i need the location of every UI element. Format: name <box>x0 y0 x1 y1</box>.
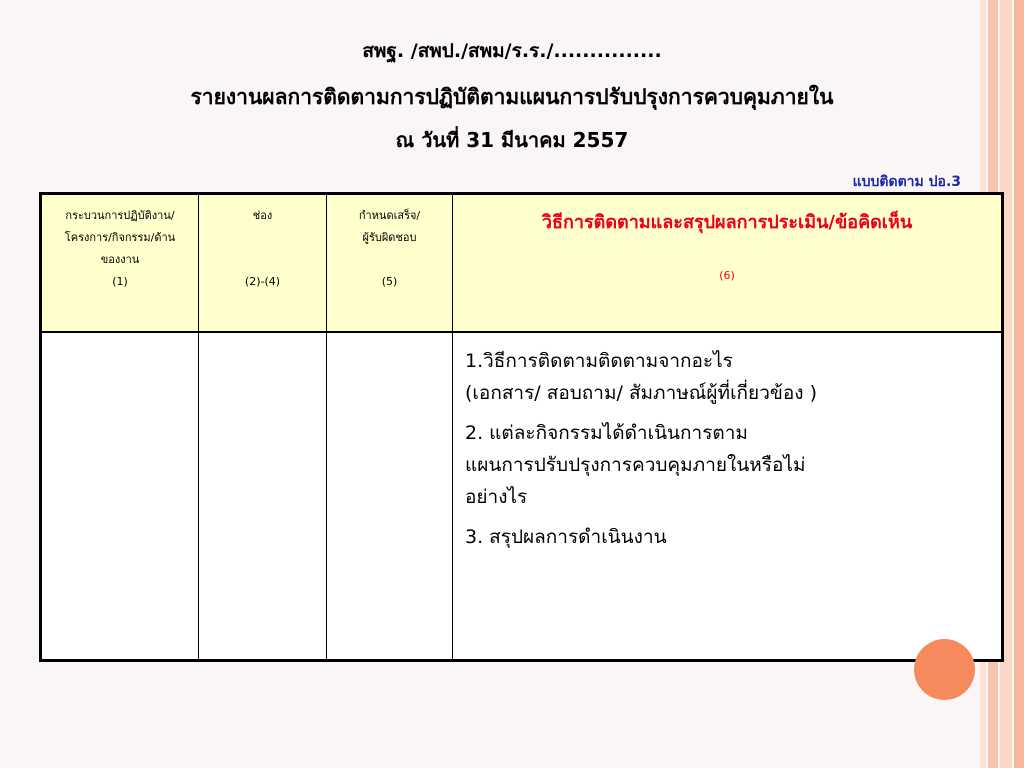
table-row <box>41 332 1003 661</box>
item-1 <box>465 345 991 409</box>
follow-up-table <box>39 192 1004 662</box>
header-method-number: (6) <box>719 269 735 282</box>
item-3 <box>465 521 991 553</box>
report-title: รายงานผลการติดตามการปฏิบัติตามแผนการปรับปรุงการควบคุมภายใน <box>190 85 834 109</box>
header-deadline-column <box>327 194 453 333</box>
header-method-label: วิธีการติดตามและสรุปผลการประเมิน/ข้อคิดเห็น <box>541 212 913 233</box>
header-slot-number: (2)-(4) <box>244 275 281 288</box>
table-header-row <box>41 194 1003 333</box>
item-2-line3: อย่างไร <box>465 486 528 508</box>
header-process-column <box>41 194 199 333</box>
slot-cell <box>199 332 327 661</box>
item-1-line1: 1.วิธีการติดตามติดตามจากอะไร <box>465 350 733 372</box>
header-process-number: (1) <box>112 275 128 288</box>
item-2-line1: 2. แต่ละกิจกรรมได้ดำเนินการตาม <box>465 422 748 444</box>
header-method-column <box>453 194 1003 333</box>
deadline-cell <box>327 332 453 661</box>
report-date: ณ วันที่ 31 มีนาคม 2557 <box>395 128 629 152</box>
header-process-line1: กระบวนการปฏิบัติงาน/ <box>65 209 175 222</box>
header-slot-label: ช่อง <box>252 209 273 222</box>
header-slot-column <box>199 194 327 333</box>
item-2 <box>465 417 991 513</box>
header-deadline-number: (5) <box>381 275 398 288</box>
header-deadline-line2: ผู้รับผิดชอบ <box>362 231 417 244</box>
document-code-line: สพฐ. /สพป./สพม/ร.ร./............... <box>362 40 662 62</box>
process-cell <box>41 332 199 661</box>
form-reference: แบบติดตาม ปอ.3 <box>852 174 961 190</box>
header-process-line2: โครงการ/กิจกรรม/ด้าน <box>64 231 176 244</box>
item-3-text: 3. สรุปผลการดำเนินงาน <box>465 526 667 548</box>
header-process-line3: ของงาน <box>100 253 140 266</box>
item-1-line2: (เอกสาร/ สอบถาม/ สัมภาษณ์ผู้ที่เกี่ยวข้อง ) <box>465 382 817 404</box>
decorative-circle <box>914 639 975 700</box>
method-cell <box>453 332 1003 661</box>
header-deadline-line1: กำหนดเสร็จ/ <box>358 209 421 222</box>
item-2-line2: แผนการปรับปรุงการควบคุมภายในหรือไม่ <box>465 454 806 476</box>
